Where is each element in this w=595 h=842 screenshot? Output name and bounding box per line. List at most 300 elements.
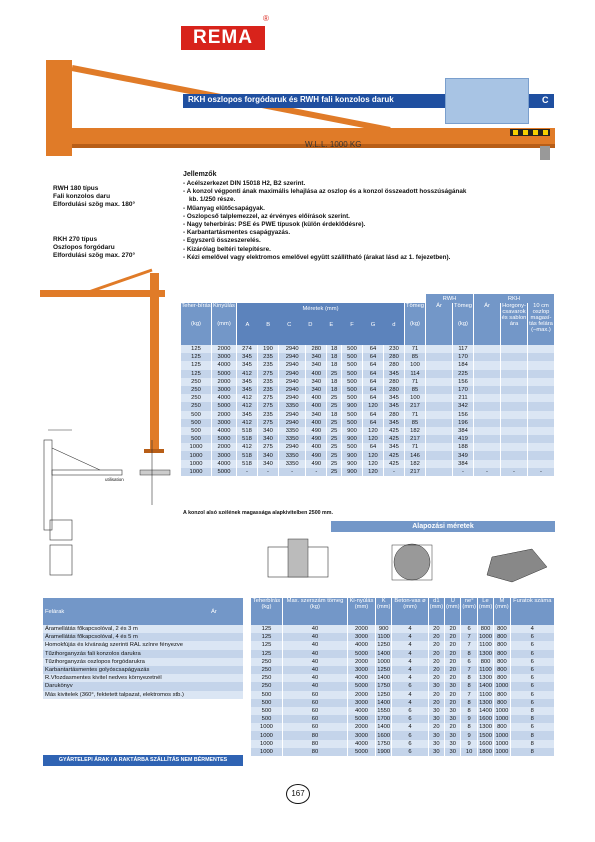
table-note: A konzol alsó szélének magassága alapkivitelben 2500 mm. bbox=[183, 510, 333, 516]
rkh-desc: Oszlopos forgódaru bbox=[53, 244, 115, 251]
table-cell: 400 bbox=[306, 443, 327, 451]
table-cell: 64 bbox=[362, 361, 383, 369]
table-cell: 30 bbox=[428, 740, 444, 748]
page-number: 167 bbox=[286, 784, 310, 804]
table-cell bbox=[528, 361, 555, 369]
table-cell: 6 bbox=[510, 633, 554, 641]
table-cell bbox=[501, 451, 528, 459]
table-cell bbox=[528, 460, 555, 468]
table-row bbox=[251, 691, 555, 699]
table-cell: 5000 bbox=[347, 748, 375, 756]
list-item bbox=[43, 682, 243, 690]
table-cell: 20 bbox=[428, 625, 444, 633]
rkh-type: RKH 270 típus bbox=[53, 236, 98, 243]
col-ar-rwh: Ár bbox=[426, 303, 453, 345]
col-tomeg-rkh: Tömeg (kg) bbox=[453, 303, 474, 345]
table-cell: 1400 bbox=[479, 707, 492, 714]
table-cell: 4 bbox=[392, 674, 428, 682]
table-cell: 1750 bbox=[377, 740, 391, 747]
table-cell: 490 bbox=[306, 451, 327, 459]
table-cell: 250 bbox=[251, 682, 282, 690]
table-cell: 10 bbox=[461, 748, 477, 756]
table-cell: 340 bbox=[306, 378, 327, 386]
table-cell: 4000 bbox=[212, 394, 237, 402]
table-cell: 1100 bbox=[377, 634, 390, 641]
table-cell: 5000 bbox=[212, 435, 237, 443]
table-cell: 1300 bbox=[479, 724, 492, 731]
table-cell: 71 bbox=[405, 378, 426, 386]
table-cell: 7 bbox=[461, 666, 477, 674]
table-cell: 235 bbox=[257, 378, 278, 386]
table-cell: 2000 bbox=[347, 723, 375, 731]
table-cell: 5000 bbox=[212, 370, 237, 378]
table-cell: 1000 bbox=[495, 740, 509, 747]
table-cell bbox=[528, 427, 555, 435]
table-cell: 3350 bbox=[278, 427, 305, 435]
table-cell: 20 bbox=[445, 633, 461, 641]
table-cell: 900 bbox=[375, 625, 391, 633]
table-cell: 125 bbox=[251, 641, 282, 649]
table-cell: 400 bbox=[306, 394, 327, 402]
table-cell: 8 bbox=[461, 674, 477, 682]
table-cell: 40 bbox=[282, 674, 347, 682]
feature-item: kb. 1/250 része. bbox=[189, 196, 236, 204]
table-cell: 2000 bbox=[347, 691, 375, 699]
table-cell: 196 bbox=[453, 419, 474, 427]
table-cell: 125 bbox=[251, 633, 282, 641]
table-cell: 4 bbox=[392, 691, 428, 699]
table-cell: 6 bbox=[510, 699, 554, 707]
table-cell: 3000 bbox=[212, 451, 237, 459]
table-cell: 345 bbox=[383, 370, 404, 378]
table-cell: 120 bbox=[362, 435, 383, 443]
table-cell: 1000 bbox=[181, 460, 212, 468]
table-cell: 250 bbox=[251, 658, 282, 666]
table-cell: 500 bbox=[251, 707, 282, 715]
surcharge-label: Áramellátás főkapcsolóval, 4 és 5 m bbox=[43, 633, 209, 641]
table-cell bbox=[474, 370, 501, 378]
table-cell: 345 bbox=[237, 353, 258, 361]
table-cell: 250 bbox=[181, 378, 212, 386]
table-cell: 20 bbox=[428, 699, 444, 707]
table-row bbox=[251, 715, 555, 723]
table-cell: 6 bbox=[392, 731, 428, 739]
table-cell: 490 bbox=[306, 460, 327, 468]
table-cell: 40 bbox=[282, 633, 347, 641]
table-cell: 80 bbox=[282, 740, 347, 748]
table-cell bbox=[426, 435, 453, 443]
table-cell: 217 bbox=[405, 435, 426, 443]
table-cell: 1600 bbox=[479, 740, 492, 747]
table-cell: 5000 bbox=[212, 468, 237, 476]
table-cell: 7 bbox=[461, 633, 477, 641]
table-cell bbox=[426, 361, 453, 369]
foundation-col-header: Ki-nyúlás (mm) bbox=[347, 598, 375, 625]
table-cell: 2940 bbox=[278, 411, 305, 419]
table-row bbox=[181, 427, 555, 435]
table-cell: 400 bbox=[306, 419, 327, 427]
table-row bbox=[181, 394, 555, 402]
table-cell: 500 bbox=[341, 345, 362, 353]
table-cell: 1000 bbox=[251, 748, 282, 756]
table-cell: 3000 bbox=[347, 633, 375, 641]
table-cell bbox=[474, 353, 501, 361]
table-cell: 412 bbox=[237, 419, 258, 427]
table-cell: 8 bbox=[510, 740, 554, 748]
table-cell: 6 bbox=[392, 682, 428, 690]
table-cell bbox=[474, 361, 501, 369]
table-cell: 146 bbox=[405, 451, 426, 459]
table-cell: 64 bbox=[362, 443, 383, 451]
table-cell bbox=[474, 402, 501, 410]
table-cell: 120 bbox=[362, 427, 383, 435]
surcharge-label: R.Vfozdasmentes kivitel nedves környezetnél bbox=[43, 674, 209, 682]
table-cell: 800 bbox=[494, 641, 510, 649]
table-cell: 419 bbox=[453, 435, 474, 443]
feature-item: - Nagy teherbírás: PSE és PWE típusok (külön érdeklődésre). bbox=[183, 221, 366, 229]
table-cell: 900 bbox=[341, 435, 362, 443]
table-cell: 4000 bbox=[347, 707, 375, 715]
table-cell: 1000 bbox=[181, 468, 212, 476]
table-cell: 25 bbox=[327, 394, 342, 402]
table-cell: 125 bbox=[251, 625, 282, 633]
table-cell: 6 bbox=[510, 650, 554, 658]
table-cell: 280 bbox=[383, 378, 404, 386]
table-cell: 1250 bbox=[377, 642, 391, 649]
table-row bbox=[181, 353, 555, 361]
table-row bbox=[251, 650, 555, 658]
table-cell: 3350 bbox=[278, 402, 305, 410]
table-row bbox=[181, 361, 555, 369]
table-cell bbox=[426, 402, 453, 410]
table-cell: 20 bbox=[428, 723, 444, 731]
surcharge-label: Tűzihorganyzás fali konzolos darukra bbox=[43, 650, 209, 658]
table-cell: 188 bbox=[453, 443, 474, 451]
table-cell: 40 bbox=[282, 682, 347, 690]
table-cell: 156 bbox=[453, 378, 474, 386]
table-cell: 250 bbox=[251, 666, 282, 674]
table-cell: 85 bbox=[405, 386, 426, 394]
table-cell: 6 bbox=[392, 715, 428, 723]
table-cell: 20 bbox=[445, 699, 461, 707]
table-cell: 490 bbox=[306, 427, 327, 435]
table-cell: 20 bbox=[445, 658, 461, 666]
table-cell: 340 bbox=[306, 361, 327, 369]
table-cell: 6 bbox=[510, 723, 554, 731]
table-cell: 2000 bbox=[212, 378, 237, 386]
table-cell: 5000 bbox=[212, 402, 237, 410]
foundation-col-header: Beton-vas ø (mm) bbox=[392, 598, 428, 625]
table-cell: 7 bbox=[461, 691, 477, 699]
table-cell: 64 bbox=[362, 378, 383, 386]
table-row bbox=[251, 633, 555, 641]
table-cell: 30 bbox=[428, 731, 444, 739]
table-cell bbox=[426, 468, 453, 476]
foundation-col-header: d1 (mm) bbox=[428, 598, 444, 625]
foundation-col-header: M (mm) bbox=[494, 598, 510, 625]
table-cell bbox=[528, 370, 555, 378]
table-cell: 9 bbox=[461, 715, 477, 723]
chapter-letter: C bbox=[542, 95, 549, 105]
table-cell bbox=[501, 443, 528, 451]
table-cell: 8 bbox=[510, 707, 554, 715]
group-rwh: RWH bbox=[426, 294, 474, 303]
table-cell: - bbox=[474, 468, 501, 476]
table-cell bbox=[474, 378, 501, 386]
table-cell bbox=[501, 411, 528, 419]
table-cell: 64 bbox=[362, 386, 383, 394]
table-cell: 2940 bbox=[278, 419, 305, 427]
rkh-type-block bbox=[53, 236, 135, 260]
table-cell: 340 bbox=[306, 386, 327, 394]
col-horgony: Horgony-csavarok és sablon ára bbox=[501, 303, 528, 345]
table-cell: 500 bbox=[341, 353, 362, 361]
crane-dimensions-table bbox=[181, 294, 555, 476]
table-cell: 3000 bbox=[347, 666, 375, 674]
table-cell: 500 bbox=[341, 411, 362, 419]
rema-logo: REMA bbox=[181, 26, 265, 50]
table-cell: 60 bbox=[282, 707, 347, 715]
table-cell: 900 bbox=[341, 451, 362, 459]
table-cell: 20 bbox=[428, 691, 444, 699]
table-cell: 900 bbox=[341, 402, 362, 410]
list-item bbox=[43, 650, 243, 658]
table-cell: 340 bbox=[306, 353, 327, 361]
table-cell: 18 bbox=[327, 411, 342, 419]
foundation-dimensions-title: Alapozási méretek bbox=[331, 521, 555, 532]
table-row bbox=[251, 740, 555, 748]
surcharge-price bbox=[209, 691, 243, 699]
foundation-table bbox=[251, 598, 555, 756]
table-cell: 18 bbox=[327, 378, 342, 386]
table-row bbox=[181, 451, 555, 459]
table-cell: 1000 bbox=[495, 707, 509, 714]
table-cell: 250 bbox=[251, 674, 282, 682]
table-cell: 20 bbox=[428, 633, 444, 641]
table-cell: 275 bbox=[257, 419, 278, 427]
table-cell: 1000 bbox=[479, 634, 492, 641]
foundation-col-header: U (mm) bbox=[445, 598, 461, 625]
table-cell: 900 bbox=[341, 468, 362, 476]
table-cell: 170 bbox=[453, 353, 474, 361]
table-cell bbox=[501, 394, 528, 402]
table-cell: 20 bbox=[428, 666, 444, 674]
list-item bbox=[43, 641, 243, 649]
table-cell: 120 bbox=[362, 451, 383, 459]
table-cell: 1400 bbox=[377, 675, 391, 682]
table-cell: 125 bbox=[251, 650, 282, 658]
table-cell bbox=[528, 345, 555, 353]
table-cell: 1400 bbox=[377, 724, 391, 731]
table-cell: 7 bbox=[461, 641, 477, 649]
table-cell: 20 bbox=[445, 625, 461, 633]
table-cell: 20 bbox=[445, 650, 461, 658]
table-cell: 1250 bbox=[377, 667, 391, 674]
table-cell: 30 bbox=[428, 707, 444, 715]
table-cell: 500 bbox=[341, 361, 362, 369]
table-cell: 20 bbox=[428, 674, 444, 682]
table-cell: 30 bbox=[428, 682, 444, 690]
table-cell: 4 bbox=[392, 641, 428, 649]
table-cell: 800 bbox=[494, 658, 510, 666]
table-cell: 60 bbox=[282, 715, 347, 723]
foundation-col-header: K (mm) bbox=[375, 598, 391, 625]
table-cell: 80 bbox=[282, 748, 347, 756]
table-cell: 342 bbox=[453, 402, 474, 410]
table-cell: 30 bbox=[445, 682, 461, 690]
surcharge-price bbox=[209, 633, 243, 641]
table-cell: 125 bbox=[181, 345, 212, 353]
foundation-drawings bbox=[262, 537, 552, 592]
table-cell: 18 bbox=[327, 353, 342, 361]
table-cell: 490 bbox=[306, 435, 327, 443]
table-cell: 4000 bbox=[347, 674, 375, 682]
table-cell bbox=[474, 451, 501, 459]
feature-item: - Karbantartásmentes csapágyazás. bbox=[183, 229, 291, 237]
table-cell: 8 bbox=[510, 715, 554, 723]
table-cell bbox=[426, 419, 453, 427]
table-cell: 275 bbox=[257, 402, 278, 410]
table-cell: 125 bbox=[181, 370, 212, 378]
table-cell: 800 bbox=[494, 666, 510, 674]
rkh-angle: Elfordulási szög max. 270° bbox=[53, 252, 136, 259]
table-cell: 280 bbox=[306, 345, 327, 353]
table-cell: 1900 bbox=[377, 748, 391, 755]
table-cell: 275 bbox=[257, 394, 278, 402]
table-row bbox=[181, 386, 555, 394]
table-cell: 25 bbox=[327, 427, 342, 435]
table-cell: 225 bbox=[453, 370, 474, 378]
table-cell: 25 bbox=[327, 460, 342, 468]
table-cell: 345 bbox=[383, 402, 404, 410]
col-oszlop: 10 cm oszlop magasí-tás felára (–max.) bbox=[528, 303, 555, 345]
table-cell: 8 bbox=[461, 723, 477, 731]
table-cell: 6 bbox=[392, 707, 428, 715]
table-cell: 4000 bbox=[347, 740, 375, 748]
table-cell bbox=[528, 451, 555, 459]
rwh-desc: Fali konzolos daru bbox=[53, 193, 111, 200]
table-cell: 4 bbox=[392, 625, 428, 633]
surcharge-price bbox=[209, 682, 243, 690]
surcharge-price bbox=[209, 658, 243, 666]
rwh-angle: Elfordulási szög max. 180° bbox=[53, 201, 136, 208]
table-cell: - bbox=[306, 468, 327, 476]
table-cell: 40 bbox=[282, 625, 347, 633]
table-cell: 3000 bbox=[212, 419, 237, 427]
table-cell: 20 bbox=[428, 650, 444, 658]
table-cell bbox=[474, 345, 501, 353]
table-cell: 2000 bbox=[347, 625, 375, 633]
features-list bbox=[183, 180, 543, 262]
table-cell: 156 bbox=[453, 411, 474, 419]
foundation-col-header: Le (mm) bbox=[477, 598, 493, 625]
surcharge-price bbox=[209, 674, 243, 682]
table-cell bbox=[528, 386, 555, 394]
table-cell: 20 bbox=[445, 723, 461, 731]
table-cell: 900 bbox=[341, 427, 362, 435]
table-cell: 345 bbox=[237, 378, 258, 386]
table-row bbox=[251, 723, 555, 731]
table-cell bbox=[426, 460, 453, 468]
table-cell: 25 bbox=[327, 468, 342, 476]
table-cell: 1000 bbox=[251, 731, 282, 739]
table-cell: 384 bbox=[453, 460, 474, 468]
table-cell: 340 bbox=[257, 451, 278, 459]
list-item bbox=[43, 674, 243, 682]
table-cell: 500 bbox=[181, 435, 212, 443]
table-cell: 4 bbox=[392, 658, 428, 666]
table-cell bbox=[501, 370, 528, 378]
table-cell: 125 bbox=[181, 361, 212, 369]
table-cell: 64 bbox=[362, 394, 383, 402]
table-cell bbox=[426, 378, 453, 386]
table-cell: 518 bbox=[237, 427, 258, 435]
table-cell: - bbox=[453, 468, 474, 476]
table-cell: 60 bbox=[282, 691, 347, 699]
table-cell: 518 bbox=[237, 460, 258, 468]
table-cell bbox=[501, 427, 528, 435]
col-meretek: Méretek (mm) A B C D E F G d bbox=[237, 303, 405, 345]
col-kinyulas: Kinyúlás (mm) bbox=[212, 303, 237, 345]
table-cell bbox=[426, 443, 453, 451]
table-cell bbox=[528, 435, 555, 443]
table-cell: 4 bbox=[392, 699, 428, 707]
table-cell: 30 bbox=[445, 715, 461, 723]
table-cell: 2940 bbox=[278, 394, 305, 402]
table-row bbox=[181, 402, 555, 410]
table-cell: 2000 bbox=[347, 658, 375, 666]
table-cell: 8 bbox=[461, 707, 477, 715]
table-cell bbox=[474, 435, 501, 443]
header-blue-box bbox=[445, 78, 529, 124]
table-cell: 280 bbox=[383, 386, 404, 394]
table-cell bbox=[426, 353, 453, 361]
table-cell: 500 bbox=[341, 419, 362, 427]
table-cell: 117 bbox=[453, 345, 474, 353]
table-cell: 5000 bbox=[347, 715, 375, 723]
table-cell: 345 bbox=[237, 411, 258, 419]
table-cell: 1000 bbox=[181, 451, 212, 459]
table-cell: 345 bbox=[383, 394, 404, 402]
table-cell: 800 bbox=[494, 650, 510, 658]
table-cell: 518 bbox=[237, 451, 258, 459]
table-cell: 1000 bbox=[251, 740, 282, 748]
list-item bbox=[43, 658, 243, 666]
table-cell: 1000 bbox=[495, 683, 509, 690]
table-cell bbox=[474, 411, 501, 419]
foundation-col-header: ne° (mm) bbox=[461, 598, 477, 625]
table-row bbox=[251, 707, 555, 715]
table-cell: 500 bbox=[181, 419, 212, 427]
table-cell: 800 bbox=[494, 674, 510, 682]
table-cell: 85 bbox=[405, 353, 426, 361]
table-cell: 1400 bbox=[377, 650, 391, 657]
group-rkh: RKH bbox=[474, 294, 555, 303]
table-cell: 250 bbox=[181, 386, 212, 394]
table-cell: 3000 bbox=[212, 353, 237, 361]
table-cell: 800 bbox=[494, 691, 510, 699]
section-title: RKH oszlopos forgódaruk és RWH fali konzolos daruk bbox=[188, 95, 394, 104]
table-cell: 250 bbox=[181, 394, 212, 402]
surcharge-label: Karbantartásmentes golyóscsapágyazás bbox=[43, 666, 209, 674]
table-cell: 1400 bbox=[479, 683, 492, 690]
table-cell: 4 bbox=[510, 625, 554, 633]
table-cell: 3350 bbox=[278, 460, 305, 468]
table-cell: - bbox=[501, 468, 528, 476]
table-cell bbox=[528, 353, 555, 361]
table-cell: 6 bbox=[510, 666, 554, 674]
table-cell bbox=[426, 386, 453, 394]
